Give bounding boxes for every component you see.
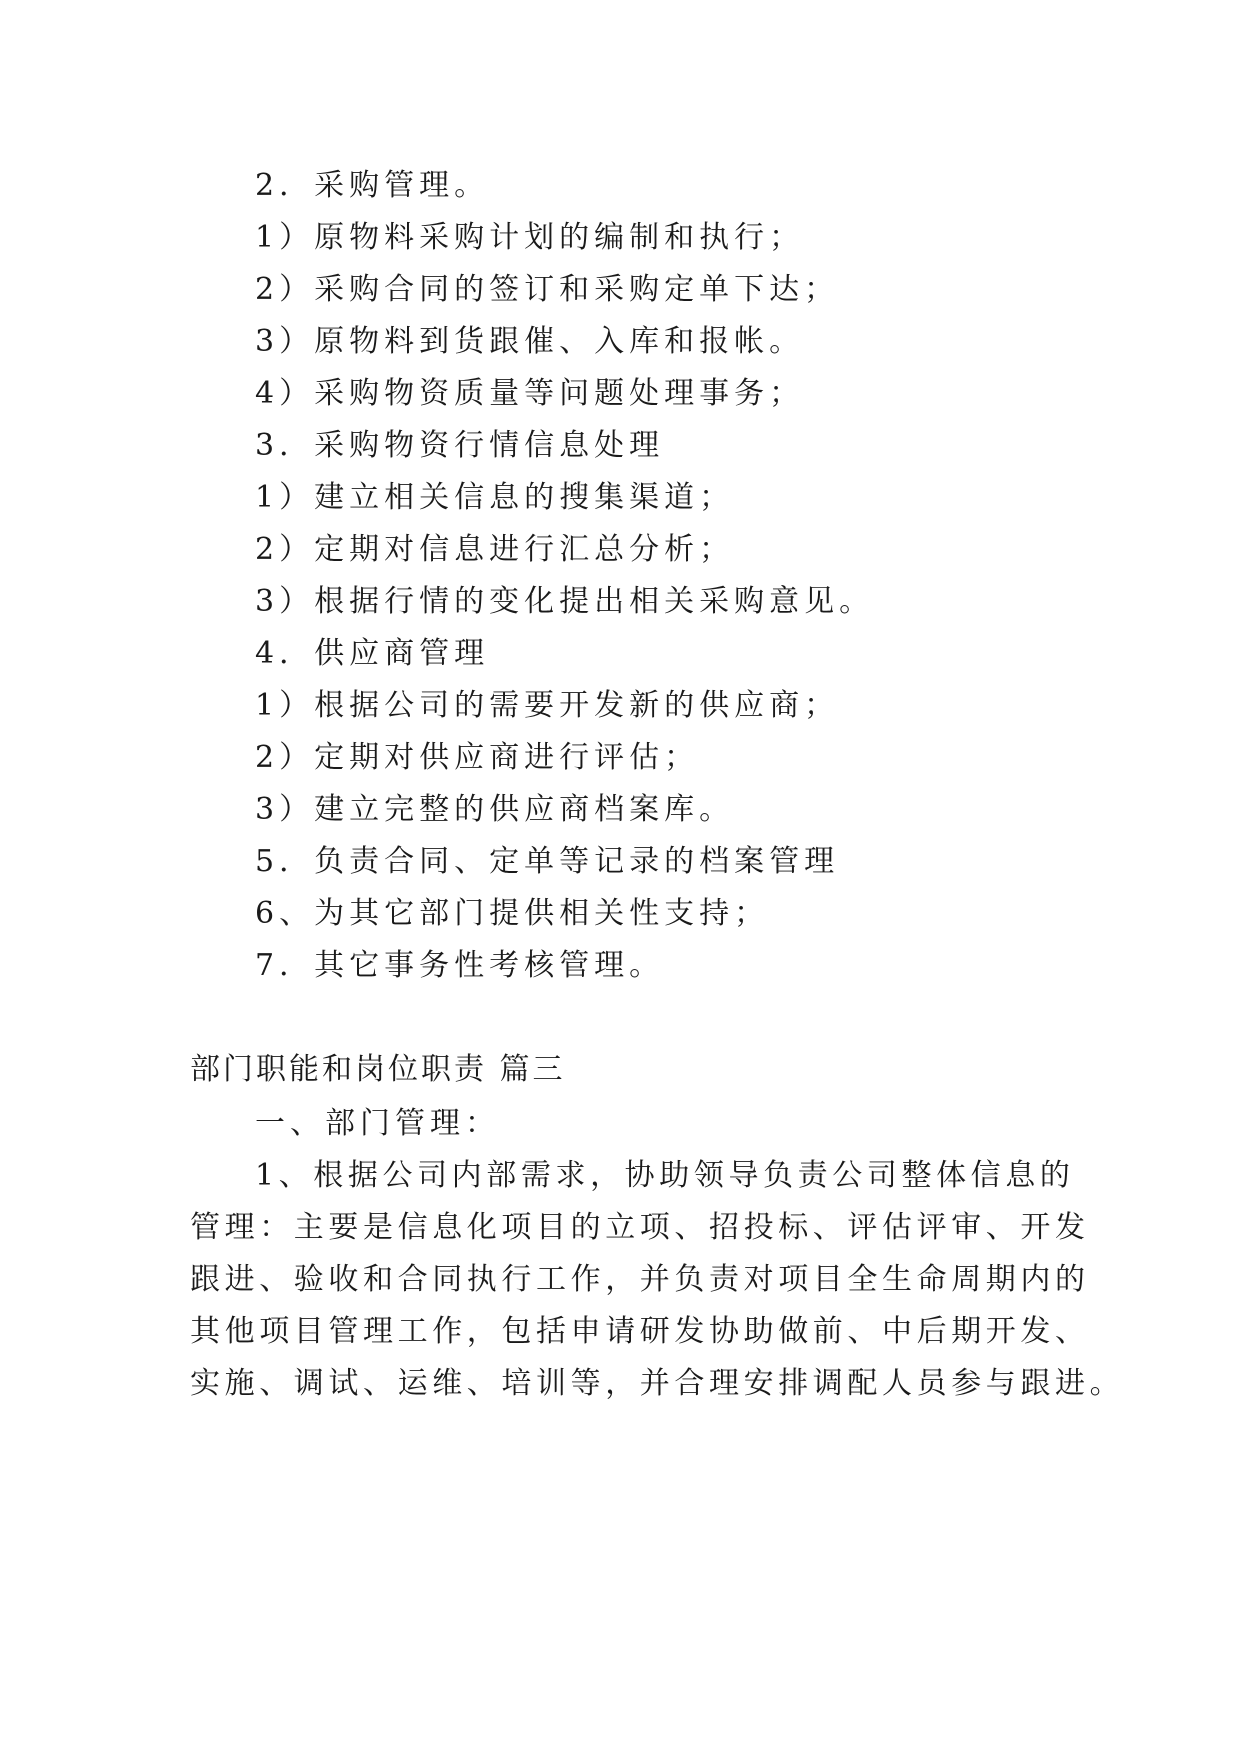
list-item: 1）根据公司的需要开发新的供应商； [255,688,840,723]
paragraph-line: 其他项目管理工作，包括申请研发协助做前、中后期开发、 [190,1314,1090,1349]
list-item: 2）定期对供应商进行评估； [255,740,700,775]
subheading: 一、部门管理： [255,1106,500,1141]
section-title: 部门职能和岗位职责 篇三 [190,1052,566,1087]
list-item: 3．采购物资行情信息处理 [255,428,665,463]
list-item: 5．负责合同、定单等记录的档案管理 [255,844,840,879]
paragraph-line: 管理：主要是信息化项目的立项、招投标、评估评审、开发 [190,1210,1090,1245]
list-item: 4）采购物资质量等问题处理事务； [255,376,805,411]
list-item: 2）定期对信息进行汇总分析； [255,532,735,567]
list-item: 2）采购合同的签订和采购定单下达； [255,272,840,307]
list-item: 1）原物料采购计划的编制和执行； [255,220,805,255]
list-item: 3）根据行情的变化提出相关采购意见。 [255,584,875,619]
list-item: 4．供应商管理 [255,636,490,671]
list-item: 1）建立相关信息的搜集渠道； [255,480,735,515]
list-item: 2．采购管理。 [255,168,490,203]
paragraph-line: 跟进、验收和合同执行工作，并负责对项目全生命周期内的 [190,1262,1090,1297]
list-item: 3）原物料到货跟催、入库和报帐。 [255,324,805,359]
list-item: 6、为其它部门提供相关性支持； [255,896,770,931]
list-item: 3）建立完整的供应商档案库。 [255,792,735,827]
paragraph-line: 1、根据公司内部需求，协助领导负责公司整体信息的 [255,1158,1075,1193]
list-item: 7．其它事务性考核管理。 [255,948,665,983]
paragraph-line: 实施、调试、运维、培训等，并合理安排调配人员参与跟进。 [190,1366,1125,1401]
